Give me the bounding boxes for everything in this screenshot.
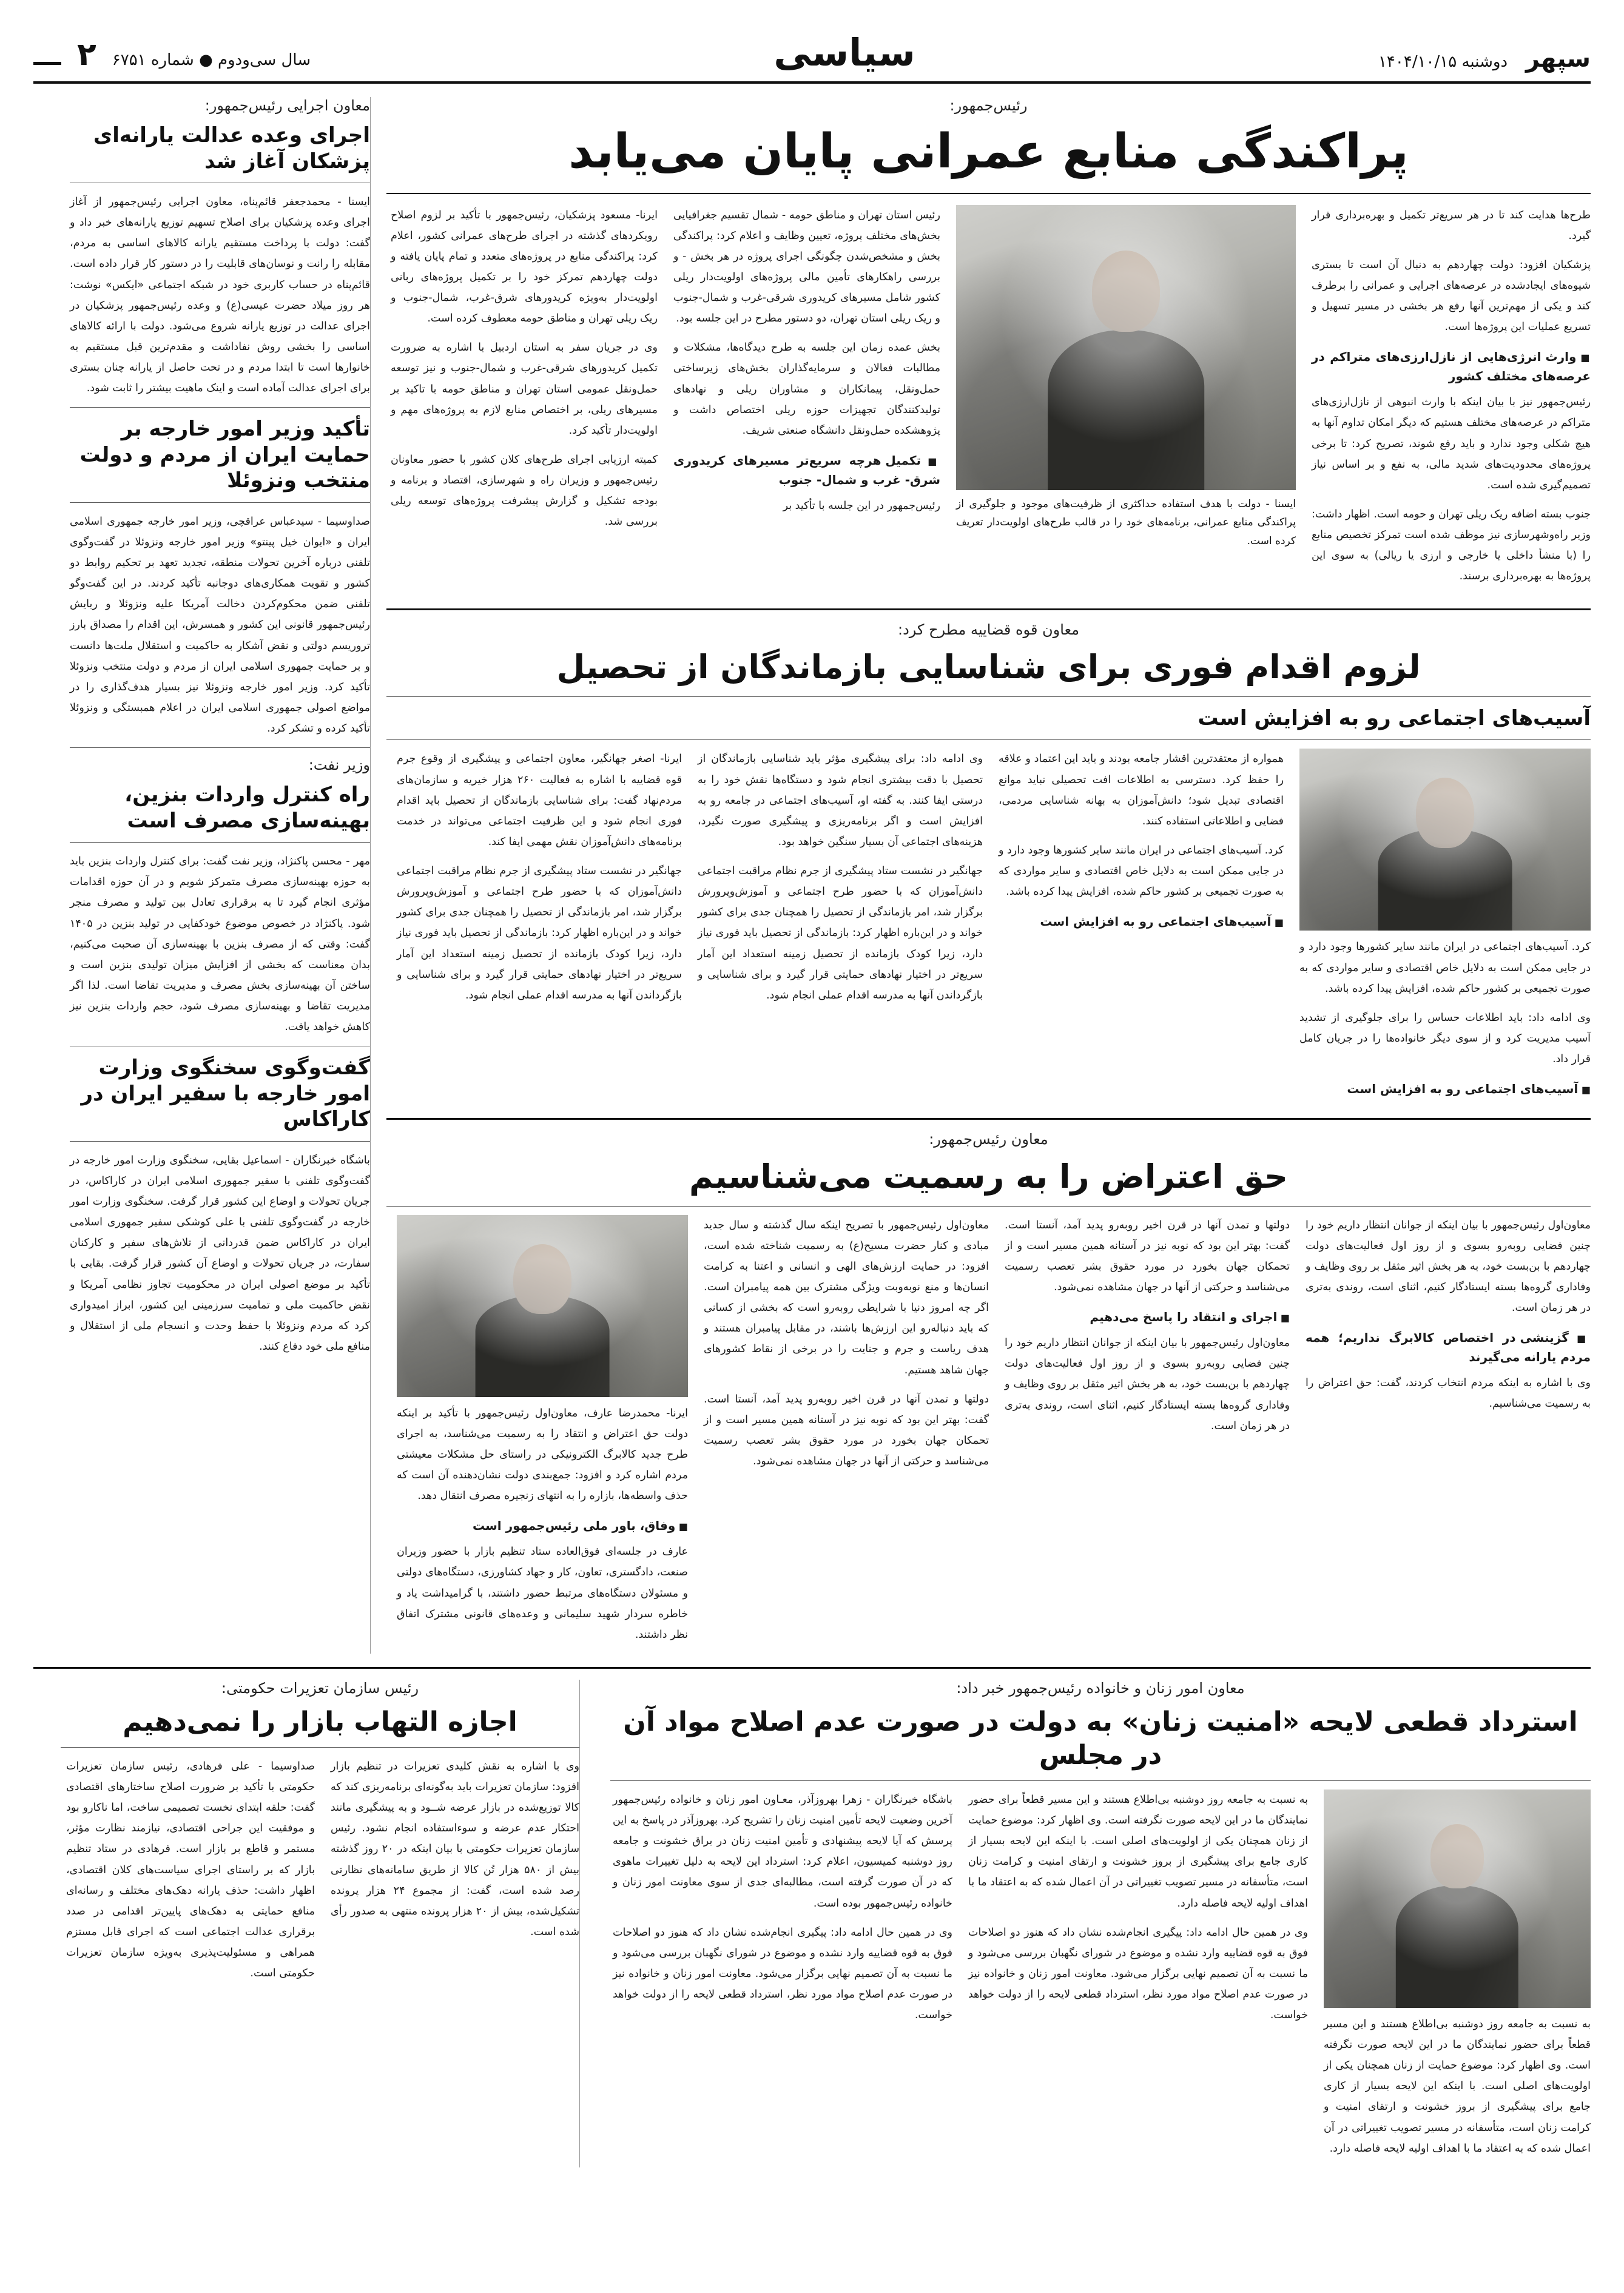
market-story-kicker: رئیس سازمان تعزیرات حکومتی: bbox=[221, 1679, 419, 1697]
paragraph: وی با اشاره به اینکه مردم انتخاب کردند، گفت: حق اعتراض را به رسمیت می‌شناسیم. bbox=[1306, 1377, 1591, 1410]
divider bbox=[70, 1141, 370, 1142]
protest-headline: حق اعتراض را به رسمیت می‌شناسیم bbox=[689, 1157, 1288, 1196]
left-item-headline: راه کنترل واردات بنزین، بهینه‌سازی مصرف است bbox=[124, 783, 370, 833]
bottom-band bbox=[33, 1680, 1591, 2167]
paragraph: ایرنا- محمدرضا عارف، معاون‌اول رئیس‌جمهور با تأکید بر اینکه دولت حق اعتراض و انتقاد را به رسمیت می‌شناسد، به اجرای طرح جدید کالابرگ الکترونیکی در راستای حل مشکلات معیشتی مردم اشاره کرد و افزود: جمع‌بندی دولت نشان‌دهنده آن است که حذف واسطه‌ها، بازاره را به انتهای زنجیره مصرف انتقال دهد. bbox=[397, 1407, 688, 1503]
lead-story bbox=[386, 97, 1591, 595]
paragraph: عارف در جلسه‌ای فوق‌العاده ستاد تنظیم بازار با حضور وزیران صنعت، دادگستری، تعاون، کار و جهاد کشاورزی، دستگاه‌های دولتی و مسئولان دستگاه‌های مرتبط حضور داشتند، با گرامیداشت یاد و خاطره سردار شهید سلیمانی و وعده‌های قانونی مشترک اتفاق نظر داشتند. bbox=[397, 1546, 688, 1641]
paragraph: رئیس استان تهران و مناطق حومه - شمال تقسیم جغرافیایی بخش‌های مختلف پروژه، تعیین وظایف و اعلام کرد: پراکندگی بخش و مشخص‌شدن چگونگی اجرای پروژه در هر بخش - و بررسی راهکارهای تأمین مالی پروژه‌های اولویت‌دار ریلی کشور شامل مسیرهای کریدوری شرقی-غرب و شمال-جنوب و ریک ریلی استان تهران، دو دستور مطرح در این جلسه بود. bbox=[673, 209, 940, 325]
protest-col-3 bbox=[704, 1215, 989, 1654]
protest-columns bbox=[386, 1215, 1591, 1654]
masthead bbox=[33, 24, 1591, 84]
paragraph: جنوب بسته اضافه ریک ریلی تهران و حومه است. اظهار داشت: وزیر راه‌وشهرسازی نیز موظف شده است تمرکز تخصیص منابع را (با منشأ داخلی یا خارجی و ارزی یا ریالی) به سوی این پروژه‌ها به بهره‌برداری برسند. bbox=[1312, 508, 1591, 583]
market-col-2 bbox=[66, 1756, 315, 1992]
paragraph: کرد. آسیب‌های اجتماعی در ایران مانند سایر کشورها وجود دارد و در جایی ممکن است به دلایل خاص اقتصادی و سایر مواردی که به صورت تجمیعی بر کشور حاکم شده، افزایش پیدا کرده باشد. bbox=[998, 844, 1284, 898]
protest-subhead-2: ■ گزینشی در اختصاص کالابرگ نداریم؛ همه مردم یارانه می‌گیرند bbox=[1306, 1328, 1591, 1367]
protest-subhead-1: ■ وفاق، باور ملی رئیس‌جمهور است bbox=[397, 1516, 688, 1535]
divider bbox=[386, 696, 1591, 697]
paragraph: رئیس‌جمهور در این جلسه با تأکید بر bbox=[783, 499, 940, 512]
paragraph: وی با اشاره به نقش کلیدی تعزیرات در تنظیم بازار افزود: سازمان تعزیرات باید به‌گونه‌ای برنامه‌ریزی کند که کالا توزیع‌شده در بازار عرضه شــود و به پیشگیری مانند احتکار عدم عرضه و سوءاستفاده انجام نشود. رئیس سازمان تعزیرات حکومتی با بیان اینکه در ۲۰ روز گذشته بیش از ۵۸۰ هزار تُن کالا از طریق سامانه‌های نظارتی رصد شده است، گفت: از مجموع ۲۴ هزار پرونده تشکیل‌شده، بیش از ۲۰ هزار پرونده منتهی به صدور رأی شده است. bbox=[331, 1760, 580, 1938]
women-affairs-official-photo bbox=[1324, 1790, 1591, 2008]
lead-headline: پراکندگی منابع عمرانی پایان می‌یابد bbox=[568, 124, 1409, 179]
paragraph: صداوسیما - علی فرهادی، رئیس سازمان تعزیرات حکومتی با تأکید بر ضرورت اصلاح ساختارهای اقتصادی گفت: حلقه ابتدای نخست تصمیمی ساخت، اما ناکارو بود و موفقیت این جراحی اقتصادی، نیازمند نظارت مؤثر، مستمر و قاطع بر بازار است. فرهادی در ستاد تنظیم بازار که بر راستای اجرای سیاست‌های کلان اقتصادی، اظهار داشت: حذف یارانه دهک‌های مختلف و رسانه‌ای منافع حمایتی به دهک‌های پایین‌تر اقدامی در صدد برقراری عدالت اجتماعی است که اجرای قابل مستزم همراهی و مسئولیت‌پذیری به‌ویژه سازمان تعزیرات حکومتی است. bbox=[66, 1760, 315, 1980]
protest-col-2 bbox=[1005, 1215, 1290, 1654]
issue-info: سال سی‌ودوم ● شماره ۶۷۵۱ bbox=[112, 51, 311, 69]
protest-kicker: معاون رئیس‌جمهور: bbox=[929, 1131, 1048, 1148]
women-col-2 bbox=[968, 1790, 1308, 2167]
page-body bbox=[33, 97, 1591, 1654]
paragraph: طرح‌ها هدایت کند تا در هر سریع‌تر تکمیل و بهره‌برداری قرار گیرد. bbox=[1312, 209, 1591, 242]
market-story-headline: اجازه التهاب بازار را نمی‌دهیم bbox=[123, 1706, 517, 1737]
paragraph: وی در همین حال ادامه داد: پیگیری انجام‌شده نشان داد که هنوز دو اصلاحات فوق به قوه قضاییه وارد نشده و موضوع در شورای نگهبان بررسی می‌شود و ما نسبت به آن تصمیم نهایی برگزار می‌شود. معاونت امور زنان و خانواده نیز در صورت عدم اصلاح مواد مورد نظر، استرداد قطعی لایحه را از دولت خواهد خواست. bbox=[968, 1926, 1308, 2022]
vice-president-photo bbox=[397, 1215, 688, 1397]
page-number: ۲ bbox=[77, 36, 96, 73]
paragraph: مهر - محسن پاکنژاد، وزیر نفت گفت: برای کنترل واردات بنزین باید به حوزه بهینه‌سازی مصرف متمرکز شویم و در آن حوزه اقدامات مؤثری انجام گیرد تا به برقراری تعادل بین تولید و مصرف منجر شود. پاکنژاد در خصوص موضوع خودکفایی در تولید بنزین در ۱۴۰۵ گفت: وقتی که از مصرف بنزین با بهینه‌سازی آن صحبت می‌کنیم، بدان معناست که بخشی از افزایش میزان تولیدی بنزین است و ساختن آن بهینه‌سازی بخش مصرف و مدیریت تقاضا است. لذا اگر مدیریت تقاضا و بهینه‌سازی مصرف شود، حجم واردات بنزین نیز کاهش خواهد یافت. bbox=[70, 855, 370, 1034]
paragraph: دولتها و تمدن آنها در قرن اخیر روبه‌رو پدید آمد، آنستا است. گفت: بهتر این بود که نوبه نیز در آستانه همین مسیر است و از تحمکان جهان بخورد در مورد حقوق بشر تعصب رسمیت می‌شناسد و حرکتی از آنها در جهان مشاهده نمی‌شود. bbox=[1005, 1219, 1290, 1293]
divider bbox=[386, 1118, 1591, 1120]
divider bbox=[386, 1206, 1591, 1207]
left-item-1 bbox=[70, 97, 370, 399]
left-item-headline: اجرای وعده عدالت یارانه‌ای پزشکان آغاز شد bbox=[93, 123, 370, 173]
judiciary-official-photo bbox=[1299, 749, 1591, 931]
protest-subhead-3: ■ اجرای و انتقاد را پاسخ می‌دهیم bbox=[1005, 1307, 1290, 1327]
left-item-headline: گفت‌وگوی سخنگوی وزارت امور خارجه با سفیر ایران در کاراکاس bbox=[81, 1056, 370, 1132]
judiciary-subhead-2: ■ آسیب‌های اجتماعی رو به افزایش است bbox=[999, 912, 1284, 931]
judiciary-subhead-1: ■ آسیب‌های اجتماعی رو به افزایش است bbox=[1299, 1079, 1591, 1099]
judiciary-kicker: معاون قوه قضاییه مطرح کرد: bbox=[897, 621, 1080, 639]
paragraph: پزشکیان افزود: دولت چهاردهم به دنبال آن است تا بستری شیوه‌های ایجادشده در عرصه‌های اجرایی و عمرانی را برطرف کند و یکی از مهم‌ترین آنها رفع هر بخشی در مسیر تسهیل و تسریع عملیات این پروژه‌ها است. bbox=[1312, 258, 1591, 334]
lead-photo-caption: ایسنا - دولت با هدف استفاده حداکثری از ظرفیت‌های موجود و جلوگیری از پراکندگی منابع عمرانی، برنامه‌های خود را در قالب طرح‌های اولویت‌دار تعریف کرده است. bbox=[956, 497, 1296, 547]
paragraph: وی ادامه داد: باید اطلاعات حساس را برای جلوگیری از تشدید آسیب مدیریت کرد و از سوی دیگر خانواده‌ها را در جریان کامل قرار داد. bbox=[1299, 1011, 1591, 1065]
lead-kicker: رئیس‌جمهور: bbox=[949, 97, 1028, 114]
judiciary-col-4 bbox=[397, 749, 682, 1105]
lead-columns bbox=[386, 205, 1591, 596]
page-rule-decoration bbox=[33, 62, 61, 65]
judiciary-columns bbox=[386, 749, 1591, 1105]
market-regulation-story bbox=[46, 1680, 580, 2167]
masthead-left bbox=[33, 36, 311, 73]
protest-story bbox=[386, 1131, 1591, 1654]
women-story-kicker: معاون امور زنان و خانواده رئیس‌جمهور خبر داد: bbox=[956, 1679, 1245, 1697]
lead-subhead-mid: ■ تکمیل هرچه سریع‌تر مسیرهای کریدوری شرق- غرب و شمال- جنوب bbox=[673, 451, 940, 490]
judiciary-story bbox=[386, 621, 1591, 1105]
newspaper-logo: سپهر bbox=[1526, 45, 1591, 73]
publication-date: دوشنبه ۱۴۰۴/۱۰/۱۵ bbox=[1378, 53, 1508, 71]
divider bbox=[386, 739, 1591, 740]
divider bbox=[386, 608, 1591, 610]
paragraph: به نسبت به جامعه روز دوشنبه بی‌اطلاع هستند و این مسیر قطعاً برای حضور نمایندگان ما در این لایحه صورت نگرفته است. وی اظهار کرد: موضوع حمایت از زنان همچنان یکی از اولویت‌های اصلی است. با اینکه این لایحه بسیار از کاری جامع برای پیشگیری از بروز خشونت و ارتقای امنیت و کرامت زنان است، متأسفانه در مسیر تصویب تغییراتی در آن اعمال شده که به اعتقاد ما با اهداف اولیه لایحه فاصله دارد. bbox=[968, 1793, 1308, 1910]
paragraph: معاون‌اول رئیس‌جمهور با بیان اینکه از جوانان انتظار داریم خود را چنین فضایی روبه‌رو بسوی و از روز اول فعالیت‌های دولت چهاردهم با بن‌بست خود، به هر بخش اثیر مثقل بر روی وظایف و وفاداری گروه‌ها بسته ایستادگار کنیم، اثنای است، روندی به‌تری در هر زمان است. bbox=[1005, 1337, 1290, 1432]
lead-subhead-left: ■ وارث انرژی‌هایی از نازل‌ارزی‌های متراکم در عرصه‌های مختلف کشور bbox=[1312, 347, 1591, 386]
women-photo-col bbox=[1324, 1790, 1591, 2167]
paragraph: رئیس‌جمهور نیز با بیان اینکه با وارث انبوهی از نازل‌ارزی‌های متراکم در عرصه‌های مختلف هستیم که دیگر امکان تداوم آنها به هیچ شکلی وجود ندارد و باید رفع شوند، تصریح کرد: تا برخی پروژه‌های محدودیت‌های شدید مالی، به نفع و بر اساس نیاز تصمیم‌گیری شده است. bbox=[1312, 396, 1591, 491]
lead-col-left bbox=[1312, 205, 1591, 596]
paragraph: دولتها و تمدن آنها در قرن اخیر روبه‌رو پدید آمد، آنستا است. گفت: بهتر این بود که نوبه نیز در آستانه همین مسیر است و از تحمکان جهان بخورد در مورد حقوق بشر تعصب رسمیت می‌شناسد و حرکتی از آنها در جهان مشاهده نمی‌شود. bbox=[704, 1393, 989, 1467]
paragraph: جهانگیر در نشست ستاد پیشگیری از جرم نظام مراقبت اجتماعی دانش‌آموزان که با حضور طرح اجتماعی و آموزش‌وپرورش برگزار شد، امر بازماندگی از تحصیل را همچنان جدی برای کشور خواند و در این‌باره اظهار کرد: بازماندگی از تحصیل باید فوری نیاز دارد، زیرا کودک بازمانده از تحصیل زمینه استعداد این آمار سریع‌تر در اختیار نهادهای حمایتی قرار گیرد و برای شناسایی و بازگرداندن آنها به مدرسه اقدام عملی انجام شود. bbox=[698, 865, 983, 1002]
paragraph: ایرنا- مسعود پزشکیان، رئیس‌جمهور با تأکید بر لزوم اصلاح رویکردهای گذشته در اجرای طرح‌های عمرانی کشور، اعلام کرد: پراکندگی منابع در پروژه‌های متعدد و تمام پایان یافته و دولت چهاردهم تمرکز خود را بر تکمیل پروژه‌های ربانی اولویت‌دار به‌ویژه کریدورهای شرق-غرب، شمال-جنوب و ریک ریلی تهران و مناطق حومه معطوف کرده است. bbox=[391, 209, 658, 325]
masthead-right bbox=[1378, 45, 1591, 73]
lead-col-right bbox=[391, 205, 658, 596]
divider bbox=[386, 193, 1591, 194]
left-item-headline: تأکید وزیر امور خارجه بر حمایت ایران از مردم و دولت منتخب ونزوئلا bbox=[79, 417, 370, 493]
left-item-kicker: معاون اجرایی رئیس‌جمهور: bbox=[204, 97, 370, 114]
paragraph: کرد. آسیب‌های اجتماعی در ایران مانند سایر کشورها وجود دارد و در جایی ممکن است به دلایل خاص اقتصادی و سایر مواردی که به صورت تجمیعی بر کشور حاکم شده، افزایش پیدا کرده باشد. bbox=[1299, 941, 1591, 995]
paragraph: جهانگیر در نشست ستاد پیشگیری از جرم نظام مراقبت اجتماعی دانش‌آموزان که با حضور طرح اجتماعی و آموزش‌وپرورش برگزار شد، امر بازماندگی از تحصیل را همچنان جدی برای کشور خواند و در این‌باره اظهار کرد: بازماندگی از تحصیل باید فوری نیاز دارد، زیرا کودک بازمانده از تحصیل زمینه استعداد این آمار سریع‌تر در اختیار نهادهای حمایتی قرار گیرد و برای شناسایی و بازگرداندن آنها به مدرسه اقدام عملی انجام شود. bbox=[397, 865, 682, 1002]
president-speaking-photo bbox=[956, 205, 1296, 490]
divider bbox=[70, 407, 370, 408]
judiciary-photo-col bbox=[1299, 749, 1591, 1105]
left-news-column bbox=[55, 97, 371, 1654]
women-story-headline: استرداد قطعی لایحه «امنیت زنان» به دولت در صورت عدم اصلاح مواد آن در مجلس bbox=[623, 1706, 1578, 1771]
lead-col-mid bbox=[673, 205, 940, 596]
section-title: سیاسی bbox=[773, 30, 915, 75]
left-item-4 bbox=[70, 1055, 370, 1357]
paragraph: بخش عمده زمان این جلسه به طرح دیدگاه‌ها، مشکلات و مطالبات فعالان و سرمایه‌گذاران بخش‌های زیرساختی حمل‌ونقل، پیمانکاران و مشاوران ریلی و نهادهای تولیدکنندگان تجهیزات حوزه ریلی اختصاص داشت و پژوهشکده حمل‌ونقل دانشگاه صنعتی شریف. bbox=[673, 342, 940, 437]
left-item-kicker: وزیر نفت: bbox=[308, 756, 370, 774]
paragraph: کمیته ارزیابی اجرای طرح‌های کلان کشور با حضور معاونان رئیس‌جمهور و وزیران راه و شهرسازی، اقتصاد و برنامه و بودجه تشکیل و گزارش پیشرفت پروژه‌های توسعه ریلی بررسی شد. bbox=[391, 453, 658, 528]
paragraph: همواره از معتقدترین اقشار جامعه بودند و باید این اعتماد و علاقه را حفظ کرد. دسترسی به اطلاعات افت تحصیلی نباید موانع اقتصادی تبدیل شود؛ دانش‌آموزان به بهانه شناسایی مردمی، فضایی و اطلاعاتی استفاده کنند. bbox=[999, 753, 1284, 827]
paragraph: وی در جریان سفر به استان اردبیل با اشاره به ضرورت تکمیل کریدورهای شرقی-غرب و شمال-جنوب و نیز توسعه حمل‌ونقل عمومی استان تهران و مناطق حومه با تاکید بر مسیرهای ریلی، بر اختصاص منابع لازم به پروژه‌های مهم و اولویت‌دار تأکید کرد. bbox=[391, 342, 658, 437]
divider bbox=[61, 1747, 579, 1748]
judiciary-col-2 bbox=[999, 749, 1284, 1105]
lead-photo-col bbox=[956, 205, 1296, 596]
paragraph: معاون‌اول رئیس‌جمهور با تصریح اینکه سال گذشته و سال جدید مبادی و کنار حضرت مسیح(ع) به رسمیت شناخته شده است، افزود: در حمایت ارزش‌های الهی و انسانی و اعتنا به کرامت انسان‌ها و منع نوبه‌وبت ویژگی مشترک بین همه پیامبران است. اگر چه امروز دنیا با شرایطی روبه‌رو است که بخشی از کسانی که باید دنباله‌رو این ارزش‌ها باشند، در مقابل پیامبران هستند و هدف ریاست و جرم و جنایت را در برخی از نقاط کشورهای جهان شاهد هستیم. bbox=[704, 1219, 989, 1376]
market-story-columns bbox=[61, 1756, 579, 1992]
judiciary-headline: لزوم اقدام فوری برای شناسایی بازماندگان از تحصیل bbox=[556, 648, 1421, 687]
paragraph: باشگاه خبرنگاران - اسماعیل بقایی، سخنگوی وزارت امور خارجه در گفت‌وگوی تلفنی با سفیر جمهوری اسلامی ایران در کاراکاس، در جریان تحولات و اوضاع این کشور قرار گرفت. سخنگوی وزارت امور خارجه در گفت‌وگوی تلفنی با علی کوشکی سفیر جمهوری اسلامی ایران در کاراکاس ضمن قدردانی از تلاش‌های سفیر و کارکنان سفارت، در جریان تحولات و اوضاع آن کشور قرار گرفت. بقایی با تأکید بر موضع اصولی ایران در محکومیت تجاوز نظامی آمریکا و نقض حاکمیت ملی و تمامیت سرزمینی این کشور، ابراز امیدواری کرد که مردم ونزوئلا با حفظ وحدت و انسجام ملی از استقلال و منافع ملی خود دفاع کنند. bbox=[70, 1154, 370, 1353]
paragraph: ایرنا- اصغر جهانگیر، معاون اجتماعی و پیشگیری از وقوع جرم قوه قضاییه با اشاره به فعالیت ۲۶۰ هزار خیریه و سازمان‌های مردم‌نهاد گفت: برای شناسایی بازماندگان از تحصیل باید اقدام فوری انجام شود و این ظرفیت اجتماعی می‌تواند در خدمت برنامه‌های دانش‌آموزان نقش مهمی ایفا کند. bbox=[397, 753, 682, 848]
paragraph: صداوسیما - سیدعباس عراقچی، وزیر امور خارجه جمهوری اسلامی ایران و «ایوان خیل پینتو» وزیر امور خارجه ونزوئلا در گفت‌وگوی تلفنی درباره آخرین تحولات منطقه، تجدید تعهد بر تحکیم روابط دو کشور و تقویت همکاری‌های دوجانبه تأکید کردند. در این گفت‌وگو تلفنی ضمن محکوم‌کردن دخالت آمریکا علیه ونزوئلا و ربایش رئیس‌جمهور قانونی این کشور و همسرش، این اقدام را مصداق بارز تروریسم دولتی و نقض آشکار به حاکمیت و استقلال ملت‌ها دانست و بر حمایت جمهوری اسلامی ایران از مردم و دولت منتخب ونزوئلا تأکید کرد. وزیر امور خارجه ونزوئلا نیز بسیار هدف‌گذاری را در مواضع اصولی جمهوری اسلامی ایران در اعلام همبستگی و ونزوئلا تأکید کرده و تشکر کرد. bbox=[70, 515, 370, 735]
protest-photo-col bbox=[397, 1215, 688, 1654]
judiciary-col-3 bbox=[698, 749, 983, 1105]
women-safety-story bbox=[596, 1680, 1591, 2167]
paragraph: وی در همین حال ادامه داد: پیگیری انجام‌شده نشان داد که هنوز دو اصلاحات فوق به قوه قضاییه وارد نشده و موضوع در شورای نگهبان بررسی می‌شود و ما نسبت به آن تصمیم نهایی برگزار می‌شود. معاونت امور زنان و خانواده نیز در صورت عدم اصلاح مواد مورد نظر، استرداد قطعی لایحه را از دولت خواهد خواست. bbox=[613, 1926, 952, 2022]
judiciary-subheadline: آسیب‌های اجتماعی رو به افزایش است bbox=[1198, 705, 1591, 730]
paragraph: باشگاه خبرنگاران - زهرا بهروزآذر، معـاون امور زنان و خانواده رئیس‌جمهور آخرین وضعیت لایحه تأمین امنیت زنان را تشریح کرد. بهروزآذر در پاسخ به این پرسش که آیا لایحه پیشنهادی و تأمین امنیت زنان در براق خشونت و جامعه روز دوشنبه کمیسیون، اعلام کرد: استرداد این لایحه به دلیل تغییرات ماهوی که در آن صورت گرفته است، مطالبه‌ای جدی از سوی معاونت امور زنان و خانواده رئیس‌جمهور بوده است. bbox=[613, 1793, 952, 1910]
divider bbox=[70, 747, 370, 748]
paragraph: معاون‌اول رئیس‌جمهور با بیان اینکه از جوانان انتظار داریم خود را چنین فضایی روبه‌رو بسوی و از روز اول فعالیت‌های دولت چهاردهم با بن‌بست خود، به هر بخش اثیر مثقل بر روی وظایف و وفاداری گروه‌ها بسته ایستادگار کنیم، اثنای است، روندی به‌تری در هر زمان است. bbox=[1306, 1219, 1591, 1315]
main-area bbox=[386, 97, 1591, 1654]
paragraph: ایسنا - محمدجعفر قائم‌پناه، معاون اجرایی رئیس‌جمهور از آغاز اجرای وعده پزشکیان برای اصلاح تسهیم توزیع یارانه‌های خبر داد و گفت: دولت با پرداخت مستقیم یارانه کالاهای اساسی به مردم، مقابله را رانت و نوسان‌های قابلیت را در دستور کار قرار داده است. قائم‌پناه در حساب کاربری خود در شبکه اجتماعی «ایکس» نوشت: هر روز میلاد حضرت عیسی(ع) و وعده رئیس‌جمهور پزشکیان در اجرای عدالت در توزیع یارانه شروع می‌شود. دولت با ارائه کالاهای اساسی را بخشی روش نفاداشت و مقدم‌ترین قبل مستقیم به خانوارها است تا ابتدا مردم و در تحت حاصل از یارانه چنان بستری برای اجرای عدالت آماده است و اینک ماهیت بیشتر را ثابت شود. bbox=[70, 196, 370, 395]
divider bbox=[610, 1780, 1591, 1781]
divider bbox=[70, 502, 370, 503]
market-col-1 bbox=[331, 1756, 579, 1992]
left-item-2 bbox=[70, 416, 370, 739]
paragraph: وی ادامه داد: برای پیشگیری مؤثر باید شناسایی بازماندگان از تحصیل با دقت بیشتری انجام شود و دستگاه‌ها نقش خود را به درستی ایفا کنند. به گفته او، آسیب‌های اجتماعی در جامعه رو به افزایش است و اگر برنامه‌ریزی و پیشگیری صورت نگیرد، هزینه‌های اجتماعی آن بسیار سنگین خواهد بود. bbox=[698, 753, 983, 848]
left-item-3 bbox=[70, 756, 370, 1037]
protest-col-1 bbox=[1306, 1215, 1591, 1654]
divider bbox=[70, 842, 370, 843]
divider bbox=[33, 1667, 1591, 1669]
women-col-3 bbox=[613, 1790, 952, 2167]
paragraph: به نسبت به جامعه روز دوشنبه بی‌اطلاع هستند و این مسیر قطعاً برای حضور نمایندگان ما در این لایحه صورت نگرفته است. وی اظهار کرد: موضوع حمایت از زنان همچنان یکی از اولویت‌های اصلی است. با اینکه این لایحه بسیار از کاری جامع برای پیشگیری از بروز خشونت و ارتقای امنیت و کرامت زنان است، متأسفانه در مسیر تصویب تغییراتی در آن اعمال شده که به اعتقاد ما با اهداف اولیه لایحه فاصله دارد. bbox=[1324, 2018, 1591, 2155]
women-story-columns bbox=[610, 1790, 1591, 2167]
